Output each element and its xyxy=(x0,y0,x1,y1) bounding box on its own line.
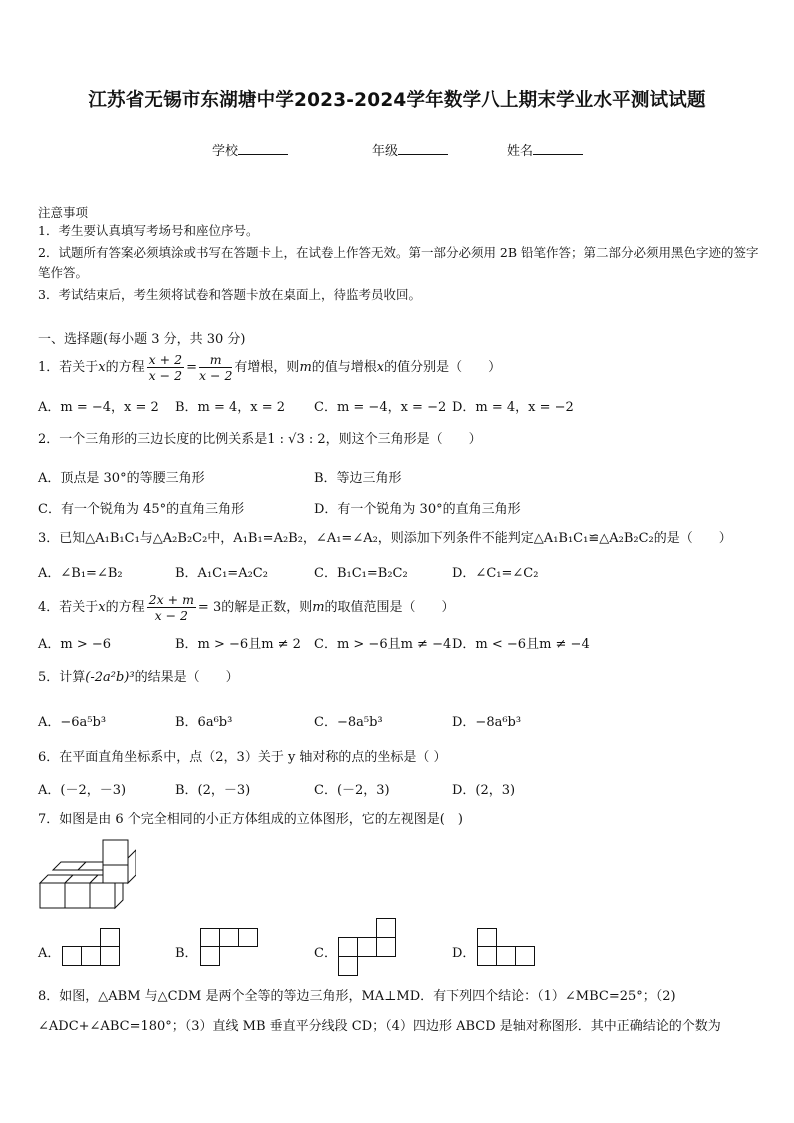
q4-text-post: = 3的解是正数，则 xyxy=(197,600,313,615)
name-field[interactable] xyxy=(507,140,583,159)
q3-option-a[interactable]: A．∠B₁=∠B₂ xyxy=(38,566,123,581)
q1-option-c[interactable]: C．m = −4，x = −2 xyxy=(314,400,447,415)
q4-var-x: x xyxy=(98,600,106,615)
q7-option-b-view xyxy=(200,928,260,966)
question-2: 2．一个三角形的三边长度的比例关系是1 : √3 : 2，则这个三角形是（ ） xyxy=(38,432,482,447)
q1-frac-left-den: x − 2 xyxy=(148,368,183,383)
student-info-fields xyxy=(0,140,794,160)
q1-text-post2: 的值与增根 xyxy=(311,360,377,375)
grade-blank[interactable] xyxy=(398,142,448,155)
q1-var-x: x xyxy=(98,360,106,375)
school-blank[interactable] xyxy=(238,142,288,155)
q1-equals: = xyxy=(186,360,197,375)
q4-option-b[interactable]: B．m > −6且m ≠ 2 xyxy=(175,637,301,652)
q5-text-pre: 5．计算 xyxy=(38,670,86,685)
q1-text-mid: 的方程 xyxy=(105,360,145,375)
school-label: 学校 xyxy=(212,144,239,159)
q2-option-d[interactable]: D．有一个锐角为 30°的直角三角形 xyxy=(314,502,521,517)
q4-var-m: m xyxy=(312,600,325,615)
q6-option-c[interactable]: C．(－2，3) xyxy=(314,783,390,798)
q4-fraction xyxy=(147,592,196,623)
q1-frac-left-num: x + 2 xyxy=(148,352,183,367)
q4-option-a[interactable]: A．m > −6 xyxy=(38,637,112,652)
q7-option-a[interactable]: A． xyxy=(38,946,61,961)
q1-text-post: 有增根，则 xyxy=(234,360,300,375)
question-5 xyxy=(38,668,239,688)
q5-text-post: 的结果是（ ） xyxy=(134,670,239,685)
question-8-line-1: 8．如图，△ABM 与△CDM 是两个全等的等边三角形，MA⊥MD．有下列四个结论：（1）∠MBC=25°；（2) xyxy=(38,989,676,1004)
q6-option-b[interactable]: B．(2，－3) xyxy=(175,783,251,798)
q1-text-post3: 的值分别是（ ） xyxy=(384,360,502,375)
question-1 xyxy=(38,352,501,383)
q4-text-pre: 4．若关于 xyxy=(38,600,99,615)
school-field[interactable] xyxy=(212,140,288,159)
q1-fraction-left xyxy=(147,352,184,383)
q3-option-d[interactable]: D．∠C₁=∠C₂ xyxy=(452,566,539,581)
q3-option-c[interactable]: C．B₁C₁=B₂C₂ xyxy=(314,566,408,581)
page-title: 江苏省无锡市东湖塘中学2023-2024学年数学八上期末学业水平测试试题 xyxy=(88,90,706,111)
q4-option-c[interactable]: C．m > −6且m ≠ −4 xyxy=(314,637,452,652)
q1-var-m: m xyxy=(299,360,312,375)
q1-option-d[interactable]: D．m = 4，x = −2 xyxy=(452,400,574,415)
q5-option-a[interactable]: A．−6a⁵b³ xyxy=(38,715,107,730)
q7-option-d-view xyxy=(477,928,537,966)
q2-option-a[interactable]: A．顶点是 30°的等腰三角形 xyxy=(38,471,205,486)
question-8-line-2: ∠ADC+∠ABC=180°；（3）直线 MB 垂直平分线段 CD；（4）四边形 ABCD 是轴对称图形．其中正确结论的个数为 xyxy=(38,1019,721,1034)
notice-title: 注意事项 xyxy=(38,205,89,220)
question-4 xyxy=(38,592,455,623)
q1-var-x-2: x xyxy=(376,360,385,375)
name-label: 姓名 xyxy=(507,144,534,159)
q5-expression: (-2a²b)³ xyxy=(85,670,135,685)
grade-label: 年级 xyxy=(372,144,399,159)
q4-option-d[interactable]: D．m < −6且m ≠ −4 xyxy=(452,637,590,652)
notice-item-3: 3．考试结束后，考生须将试卷和答题卡放在桌面上，待监考员收回。 xyxy=(38,287,421,302)
q1-option-a[interactable]: A．m = −4，x = 2 xyxy=(38,400,159,415)
q4-text-post2: 的取值范围是（ ） xyxy=(324,600,455,615)
q3-option-b[interactable]: B．A₁C₁=A₂C₂ xyxy=(175,566,268,581)
q5-option-c[interactable]: C．−8a⁵b³ xyxy=(314,715,383,730)
grade-field[interactable] xyxy=(372,140,448,159)
q7-option-d[interactable]: D． xyxy=(452,946,476,961)
q7-cube-figure xyxy=(36,838,136,912)
q1-frac-right-num: m xyxy=(199,352,232,368)
notice-item-1: 1．考生要认真填写考场号和座位序号。 xyxy=(38,223,259,238)
question-7: 7．如图是由 6 个完全相同的小正方体组成的立体图形，它的左视图是( ) xyxy=(38,812,463,827)
q1-text-pre: 1．若关于 xyxy=(38,360,99,375)
q1-fraction-right xyxy=(199,352,232,383)
question-3: 3．已知△A₁B₁C₁与△A₂B₂C₂中，A₁B₁=A₂B₂，∠A₁=∠A₂，则添加下列条件不能判定△A₁B₁C₁≌△A₂B₂C₂的是（ ） xyxy=(38,531,732,546)
q5-option-d[interactable]: D．−8a⁶b³ xyxy=(452,715,522,730)
section-title: 一、选择题(每小题 3 分，共 30 分) xyxy=(38,332,246,347)
q4-frac-num: 2x + m xyxy=(148,592,194,607)
name-blank[interactable] xyxy=(533,142,583,155)
q5-option-b[interactable]: B．6a⁶b³ xyxy=(175,715,233,730)
q7-option-a-view xyxy=(62,928,122,966)
q6-option-a[interactable]: A．(－2，－3) xyxy=(38,783,127,798)
question-6: 6．在平面直角坐标系中，点（2，3）关于 y 轴对称的点的坐标是（ ） xyxy=(38,750,447,765)
q2-option-b[interactable]: B．等边三角形 xyxy=(314,471,402,486)
q4-frac-den: x − 2 xyxy=(154,608,188,623)
q7-option-c[interactable]: C． xyxy=(314,946,337,961)
q2-option-c[interactable]: C．有一个锐角为 45°的直角三角形 xyxy=(38,502,245,517)
q1-frac-right-den: x − 2 xyxy=(198,368,233,383)
q7-option-c-view xyxy=(338,918,398,976)
q6-option-d[interactable]: D．(2，3) xyxy=(452,783,516,798)
q4-text-mid: 的方程 xyxy=(105,600,145,615)
notice-item-2: 2．试题所有答案必须填涂或书写在答题卡上，在试卷上作答无效。第一部分必须用 2B 铅笔作答；第二部分必须用黑色字迹的签字笔作答。 xyxy=(38,245,759,280)
q1-option-b[interactable]: B．m = 4，x = 2 xyxy=(175,400,286,415)
q7-option-b[interactable]: B． xyxy=(175,946,198,961)
